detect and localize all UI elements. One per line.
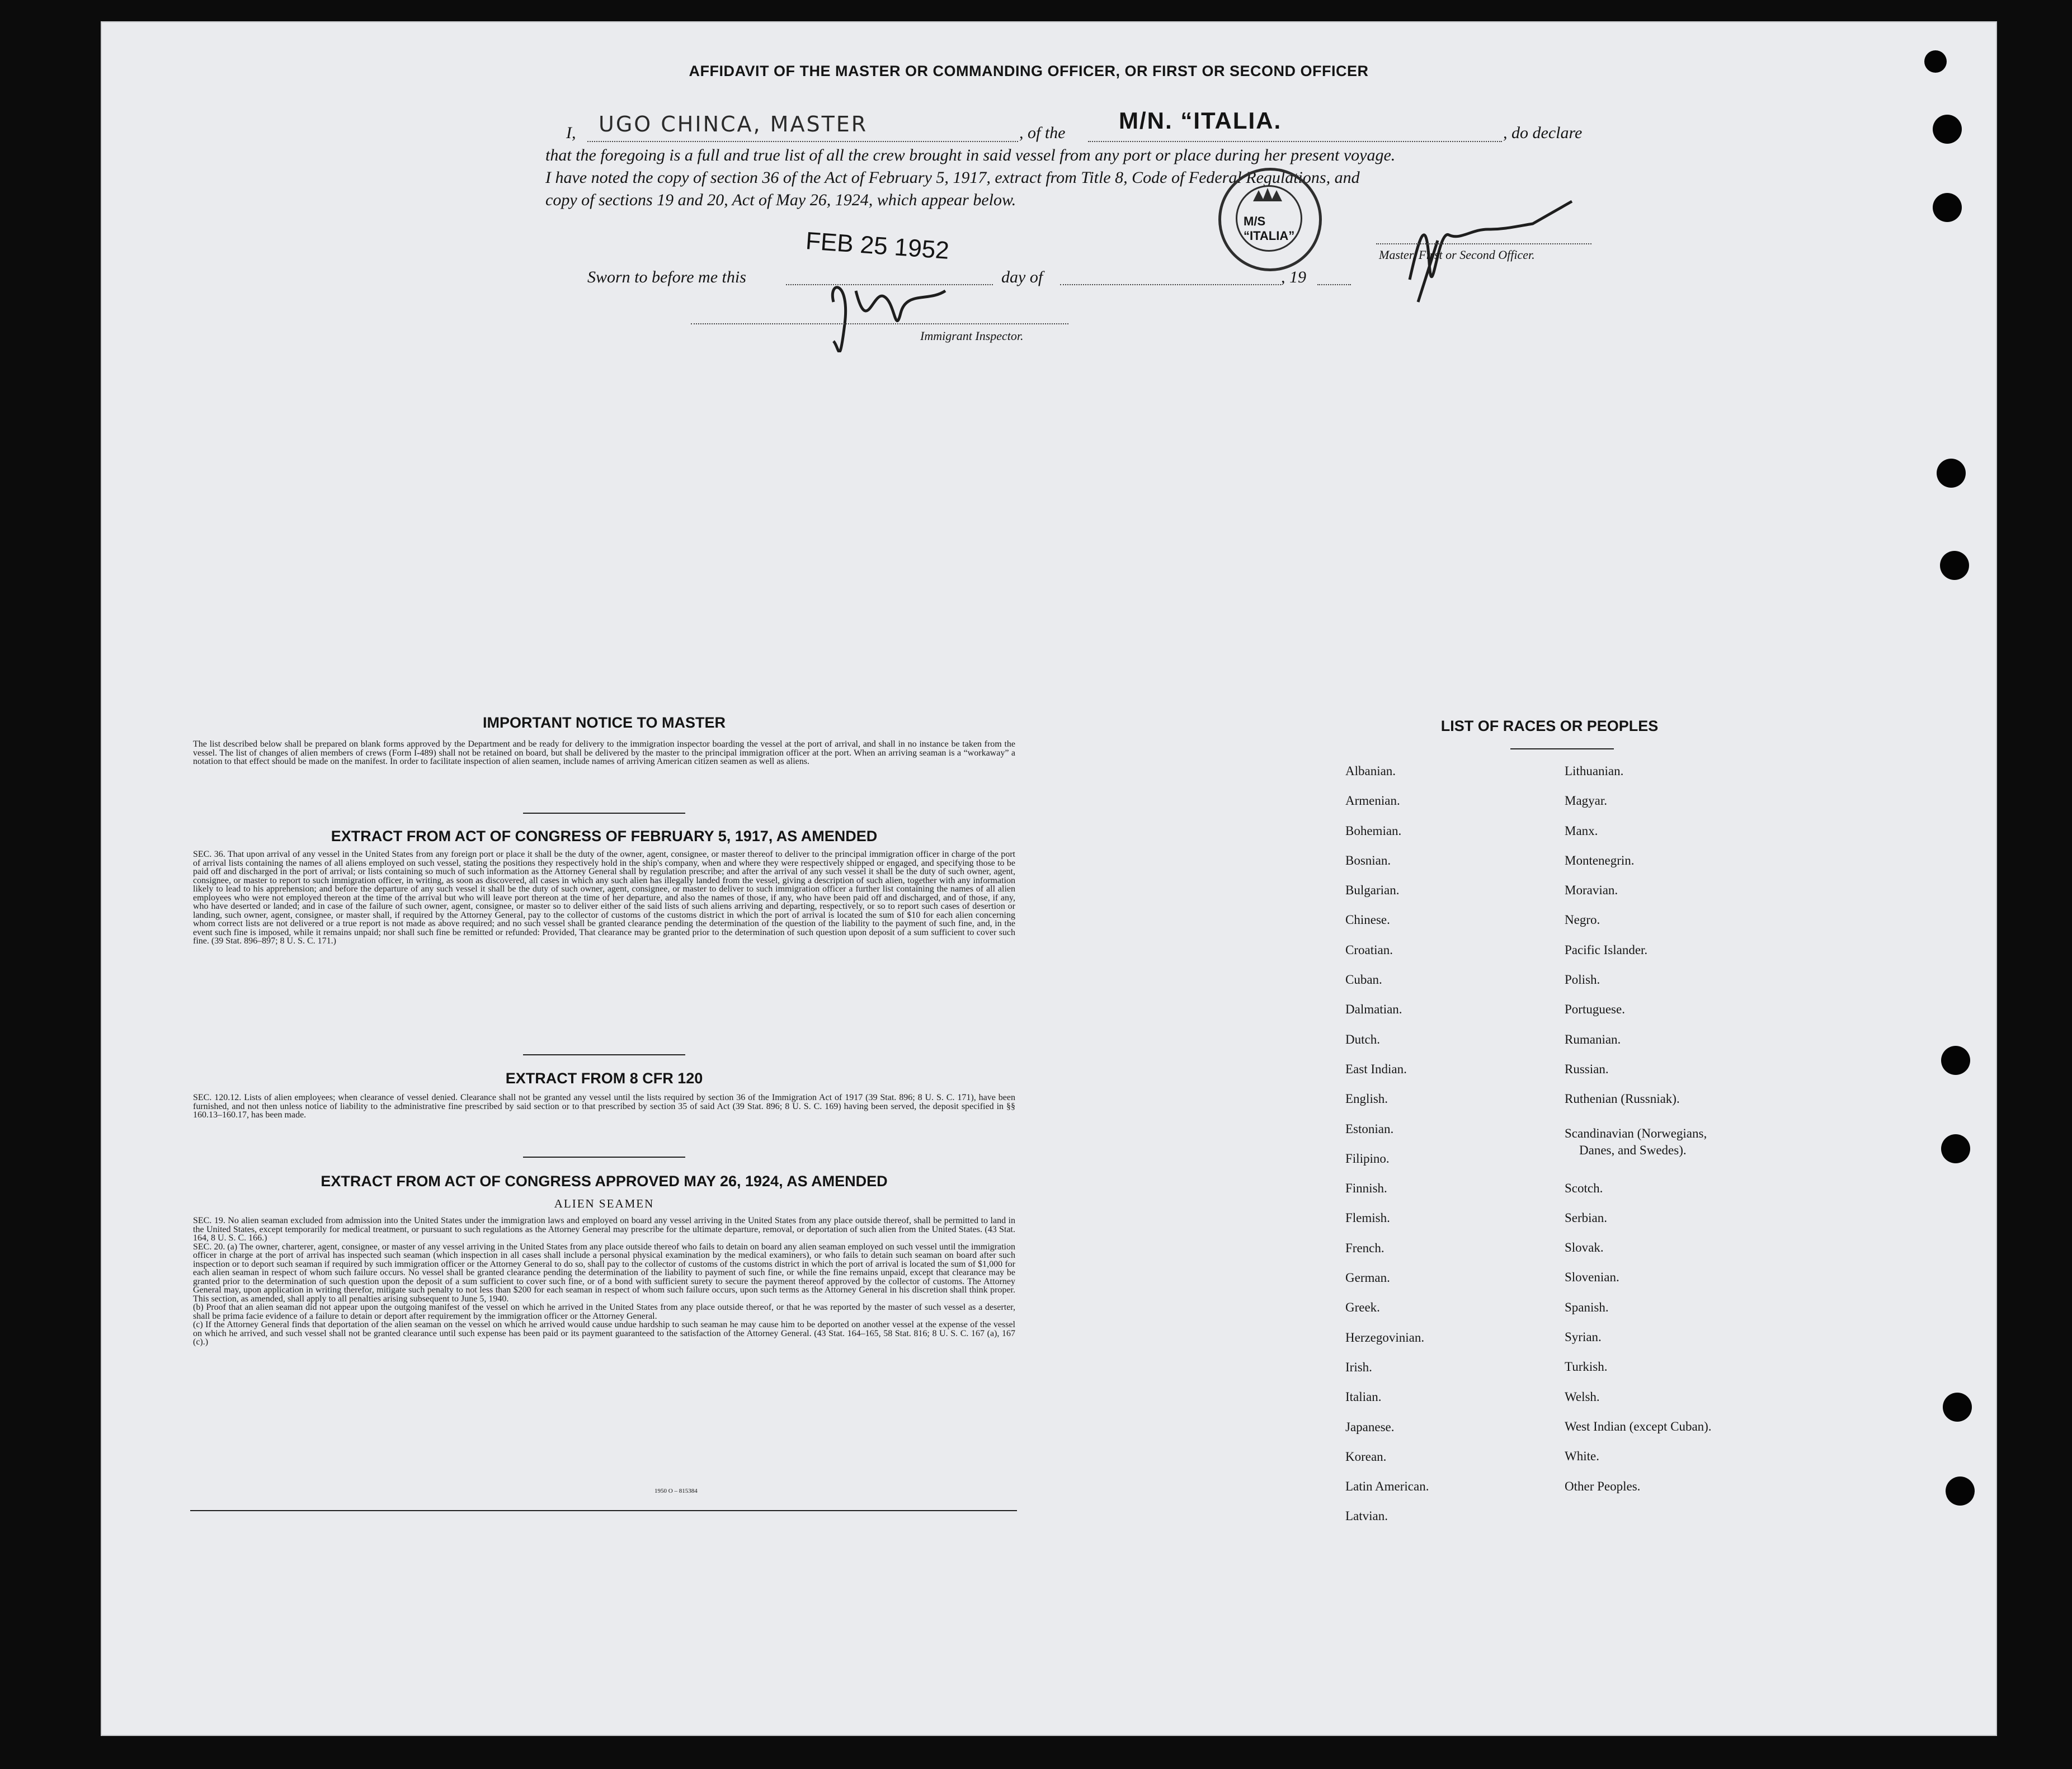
declaration-line-2: that the foregoing is a full and true list of all the crew brought in said vessel from any port or place during her present voyage. — [545, 146, 1396, 164]
race-item: Finnish. — [1345, 1181, 1387, 1196]
race-item: Scotch. — [1565, 1181, 1603, 1195]
divider — [523, 1054, 685, 1055]
divider — [523, 1157, 685, 1158]
year-prefix: , 19 — [1281, 268, 1306, 286]
extract-1917-body-wrap — [193, 850, 1015, 946]
vessel-line — [1088, 141, 1502, 142]
bottom-rule — [190, 1510, 1017, 1511]
race-item: Albanian. — [1345, 764, 1396, 778]
races-title: LIST OF RACES OR PEOPLES — [1440, 718, 1659, 734]
punch-hole — [1933, 115, 1962, 144]
punch-hole — [1924, 50, 1947, 73]
race-item: Croatian. — [1345, 942, 1393, 957]
inspector-label: Immigrant Inspector. — [920, 329, 1024, 343]
race-item: Russian. — [1565, 1062, 1609, 1076]
stamp-vessel-text: M/S “ITALIA” — [1244, 214, 1295, 243]
race-item: Negro. — [1565, 913, 1600, 927]
race-item: Slovenian. — [1565, 1270, 1619, 1285]
race-item: Spanish. — [1565, 1300, 1609, 1314]
name-line — [587, 141, 1018, 142]
punch-hole — [1933, 193, 1962, 222]
of-the-text: , of the — [1019, 124, 1066, 142]
race-item: Latin American. — [1345, 1479, 1429, 1494]
declaration-line-3: I have noted the copy of section 36 of the Act of February 5, 1917, extract from Title 8, Code of Federal Regulations, and — [545, 168, 1360, 187]
race-item: East Indian. — [1345, 1062, 1407, 1076]
race-item: Ruthenian (Russniak). — [1565, 1092, 1680, 1106]
race-item: Irish. — [1345, 1360, 1372, 1374]
affidavit-title: AFFIDAVIT OF THE MASTER OR COMMANDING OFFICER, OR FIRST OR SECOND OFFICER — [689, 63, 1369, 79]
race-item: Chinese. — [1345, 913, 1390, 927]
extract-1924-title: EXTRACT FROM ACT OF CONGRESS APPROVED MAY 26, 1924, AS AMENDED — [321, 1173, 888, 1190]
day-of-text: day of — [1001, 268, 1043, 286]
race-item: English. — [1345, 1092, 1388, 1106]
master-label: Master, First or Second Officer. — [1379, 248, 1535, 262]
race-item: Dalmatian. — [1345, 1002, 1402, 1017]
extract-1917-body: SEC. 36. That upon arrival of any vessel in the United States from any foreign port or place it shall be the duty of the owner, agent, consignee, or master thereof to deliver to the principal immigration officer in charge of the port of arrival lists containing the names of all aliens employed on such vessel, stating the positions they respectively hold in the ship's company, when and where they were respectively shipped or engaged, and specifying those to be paid off and discharged in the port of arrival; or lists containing so much of such information as the Attorney General shall by regulation prescribe; and after the arrival of any such vessel it shall be the duty of such owner, agent, consignee, or master to report to such immigration officer, in writing, as soon as discovered, all cases in which any such alien has illegally landed from the vessel, giving a description of such alien, together with any information likely to lead to his apprehension; and before the departure of any such vessel it shall be the duty of such owner, agent, consignee, or master to deliver to such immigration officer a further list containing the names of all alien employees who were not employed thereon at the time of the arrival but who will leave port thereon at the time of her departure, and also the names of those, if any, who have been paid off and discharged, and of those, if any, who have deserted or landed; and in case of the failure of such owner, agent, consignee, or master so to deliver either of the said lists of such aliens arriving and departing, respectively, or so to report such cases of desertion or landing, such owner, agent, consignee, or master shall, if required by the Attorney General, pay to the collector of customs of the customs district in which the port of arrival is located the sum of $10 for each alien concerning whom correct lists are not delivered or a true report is not made as above required; and no such vessel shall be granted clearance pending the determination of the question of the liability to the payment of such fine, and, in the event such fine is imposed, while it remains unpaid; nor shall such fine be remitted or refunded: Provided, That clearance may be granted prior to the determination of such question upon deposit of a sum sufficient to cover such fine. (39 Stat. 896–897; 8 U. S. C. 171.) — [193, 850, 1015, 946]
sec-19: SEC. 19. No alien seaman excluded from admission into the United States under the immigration laws and employed on board any vessel arriving in the United States from any place outside thereof, shall be permitted to land in the United States, except temporarily for medical treatment, or pursuant to such regulations as the Attorney General may prescribe for the ultimate departure, removal, or deportation of such alien from the United States. (43 Stat. 164, 8 U. S. C. 166.) — [193, 1216, 1015, 1243]
race-item: Cuban. — [1345, 973, 1382, 987]
race-item: Herzegovinian. — [1345, 1330, 1425, 1345]
punch-hole — [1943, 1393, 1972, 1422]
punch-hole — [1940, 551, 1969, 580]
race-item: Welsh. — [1565, 1389, 1600, 1404]
race-item: Bohemian. — [1345, 823, 1402, 838]
declaration-line-4: copy of sections 19 and 20, Act of May 26, 1924, which appear below. — [545, 191, 1016, 209]
race-item: Syrian. — [1565, 1330, 1602, 1345]
sec-20a: SEC. 20. (a) The owner, charterer, agent, consignee, or master of any vessel arriving in the United States from any place outside thereof who fails to detain on board any alien seaman employed on such vessel until the immigration officer in charge at the port of arrival has inspected such seaman (which inspection in all cases shall include a personal physical examination by the medical examiners), or who fails to detain such seaman on board after such inspection or to deport such seaman if required by such immigration officer or the Attorney General to do so, shall pay to the collector of customs of the customs district in which the port of arrival is located the sum of $1,000 for each alien seaman in respect of whom such failure occurs. No vessel shall be granted clearance pending the determination of the liability to payment of such fine, or while the fine remains unpaid, except that clearance may be granted prior to the determination of such question upon the deposit of a sum sufficient to cover such fine, or of a bond with sufficient surety to secure the payment thereof approved by the collector of customs. The Attorney General may, upon application in writing therefor, mitigate such penalty to not less than $200 for each seaman in respect of whom such failure occurs, upon such terms as the Attorney General in his discretion shall think proper. This section, as amended, shall apply to all penalties arising subsequent to June 5, 1940. — [193, 1242, 1015, 1304]
race-item: Manx. — [1565, 823, 1598, 838]
month-line — [1060, 284, 1281, 285]
punch-hole — [1941, 1134, 1970, 1163]
race-item: Portuguese. — [1565, 1002, 1625, 1017]
ship-stamp — [1218, 168, 1322, 271]
divider — [523, 813, 685, 814]
race-item: Serbian. — [1565, 1210, 1608, 1225]
races-divider — [1510, 748, 1614, 749]
race-item: Korean. — [1345, 1449, 1387, 1464]
vessel-name: M/N. “ITALIA. — [1119, 107, 1282, 134]
race-item: Japanese. — [1345, 1419, 1395, 1434]
race-item: Scandinavian (Norwegians, — [1565, 1126, 1707, 1140]
race-item: German. — [1345, 1271, 1390, 1285]
race-item: Danes, and Swedes). — [1579, 1143, 1687, 1157]
master-line — [1376, 243, 1591, 244]
race-item: Pacific Islander. — [1565, 942, 1648, 957]
race-item: Dutch. — [1345, 1032, 1380, 1046]
punch-hole — [1937, 459, 1966, 488]
year-line — [1317, 284, 1351, 285]
do-declare-text: , do declare — [1503, 124, 1583, 142]
print-code: 1950 O – 815384 — [654, 1488, 698, 1494]
race-item: Estonian. — [1345, 1121, 1394, 1136]
race-item: Turkish. — [1565, 1360, 1608, 1374]
race-item: French. — [1345, 1240, 1385, 1255]
notice-title: IMPORTANT NOTICE TO MASTER — [483, 714, 726, 731]
race-item: Rumanian. — [1565, 1032, 1621, 1046]
sec-20c: (c) If the Attorney General finds that deportation of the alien seaman on the vessel on which he arrived would cause undue hardship to such seaman he may cause him to be deported on another vessel at the expense of the vessel on which he arrived, and such vessel shall not be granted clearance until such expense has been paid or its payment guaranteed to the satisfaction of the Attorney General. (43 Stat. 164–165, 58 Stat. 816; 8 U. S. C. 167 (a), 167 (c).) — [193, 1320, 1015, 1347]
notice-body-wrap — [193, 740, 1015, 766]
notice-body: The list described below shall be prepared on blank forms approved by the Department and be ready for delivery to the immigration inspector boarding the vessel at the port of arrival, and shall in no instance be taken from the vessel. The list of changes of alien members of crews (Form I-489) shall not be retained on board, but shall be delivered by the master to the principal immigration officer at the port. When an arriving seaman is a “workaway” a notation to that effect should be made on the manifest. In order to facilitate inspection of alien seamen, include names of arriving American citizen seamen as well as aliens. — [193, 739, 1015, 766]
race-item: Bosnian. — [1345, 853, 1391, 867]
races-right-column — [1565, 764, 1712, 1509]
punch-hole — [1941, 1046, 1970, 1075]
races-left-column — [1345, 764, 1429, 1539]
extract-1924-body-wrap — [193, 1216, 1015, 1347]
race-item: West Indian (except Cuban). — [1565, 1419, 1712, 1433]
race-item: Montenegrin. — [1565, 853, 1635, 867]
extract-1917-title: EXTRACT FROM ACT OF CONGRESS OF FEBRUARY 5, 1917, AS AMENDED — [331, 828, 878, 845]
race-item: Polish. — [1565, 973, 1600, 987]
race-item: Bulgarian. — [1345, 883, 1400, 898]
inspector-line — [691, 323, 1068, 324]
sworn-text: Sworn to before me this — [587, 268, 746, 286]
race-item: Italian. — [1345, 1390, 1382, 1404]
extract-cfr-body-wrap — [193, 1093, 1015, 1120]
extract-cfr-body: SEC. 120.12. Lists of alien employees; when clearance of vessel denied. Clearance shall not be granted any vessel until the lists required by section 36 of the Immigration Act of 1917 (39 Stat. 896; 8 U. S. C. 171), have been furnished, and not then unless notice of liability to the administrative fine prescribed by said section or to that prescribed by section 35 of said Act (39 Stat. 896; 8 U. S. C. 169) having been served, the deposit specified in §§ 160.13–160.17, has been made. — [193, 1093, 1015, 1120]
race-item: Armenian. — [1345, 794, 1400, 808]
race-item: Flemish. — [1345, 1211, 1390, 1225]
race-item: Filipino. — [1345, 1151, 1390, 1166]
race-item: Moravian. — [1565, 883, 1618, 898]
race-item: Magyar. — [1565, 794, 1608, 808]
declaration-i: I, — [566, 124, 576, 142]
race-item: White. — [1565, 1449, 1599, 1464]
date-stamp: FEB 25 1952 — [804, 227, 950, 265]
race-item: Other Peoples. — [1565, 1479, 1641, 1493]
race-item: Lithuanian. — [1565, 764, 1624, 778]
sec-20b: (b) Proof that an alien seaman did not appear upon the outgoing manifest of the vessel on which he arrived in the United States from any place outside thereof, or that he was reported by the master of such vessel as a deserter, shall be prima facie evidence of a failure to detain or deport after requirement by the immigration officer or the Attorney General. — [193, 1303, 1015, 1321]
handwritten-name: UGO CHINCA, MASTER — [599, 112, 868, 136]
race-item: Slovak. — [1565, 1240, 1604, 1255]
extract-cfr-title: EXTRACT FROM 8 CFR 120 — [505, 1070, 703, 1087]
race-item: Latvian. — [1345, 1509, 1388, 1523]
punch-hole — [1946, 1476, 1975, 1506]
alien-seamen-subtitle: ALIEN SEAMEN — [554, 1197, 654, 1210]
race-item: Greek. — [1345, 1300, 1380, 1315]
